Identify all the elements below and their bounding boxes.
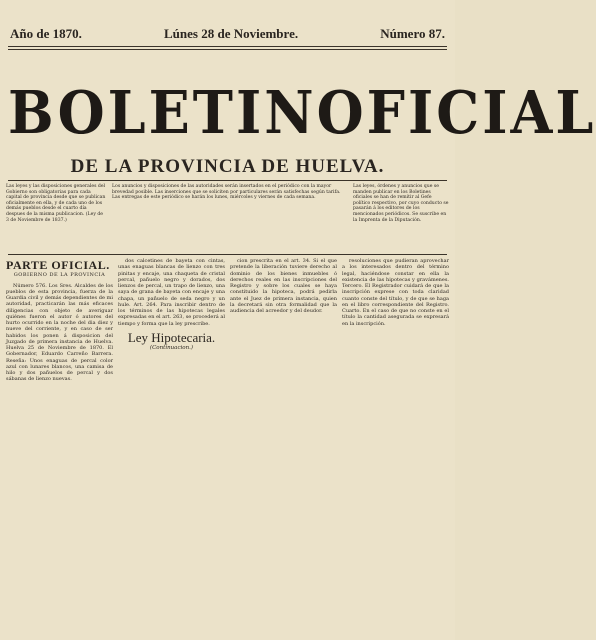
notice-left: Las leyes y las disposiciones generales del Gobierno son obligatorias para cada capital de provincia desde que se publican oficialmente en ella, y de cada uno de los demás pueblos desde el cuarto día despues de la misma publicacion. (Ley de 3 de Noviembre de 1837.): [6, 184, 106, 223]
top-rule-2: [8, 49, 447, 50]
issue-line: [10, 26, 445, 42]
column-4: [342, 258, 449, 634]
column-1-text: Número 576. Los Sres. Alcaldes de los pueblos de esta provincia, fuerza de la Guardia civil y demás dependientes de mi autoridad, practicarán las más eficaces diligencias con objeto de averiguar quiénes fueron el autor ó autores del hurto ocurrido en la noche del dia diez y nueve del corriente, y en caso de ser habidos los ponen á disposicion del Juzgado de primera instancia de Huelva. Huelva 25 de Noviembre de 1870. El Gobernador, Eduardo Carreño Barrera. Reseña: Unos enaguas de percal color azul con lunares blancos, una camisa de hilo y dos pañuelos de percal y dos sábanas de lienzo nuevas.: [6, 282, 113, 383]
masthead-subtitle: DE LA PROVINCIA DE HUELVA.: [70, 156, 385, 177]
notices-rule: [8, 254, 447, 255]
column-3: [230, 258, 337, 634]
column-4-text: resoluciones que pudieran aprovechar a los interesados dentro del término legal, haciéndose constar en ella la existencia de las hipotecas y gravámenes. Tercero. El Registrador cuidará de que la inscripción exprese con toda claridad cuanto conste del título, y de que se haga en el libro correspondiente del Registro. Cuarto. En el caso de que no conste en el título la cantidad asegurada se expresará en la inscripción.: [342, 258, 449, 327]
column-2-text-a: dos calcetines de bayeta con cintas, unas enaguas blancas de lienzo con tres pinitas y encaje, una chaqueta de cristal percal, pañuelo negro y dorados, dos lienzos de percal, un trapo de lienzo, una saya de grana de bayeta con encaje y una chapa, un pañuelo de seda negro y un hule. Art. 264. Para inscribir dentro de los términos de las hipotecas legales expresadas en el art. 263, se procederá al tiempo y forma que la ley prescribe.: [118, 258, 225, 327]
issue-date: Lúnes 28 de Noviembre.: [164, 26, 299, 41]
top-rule: [8, 46, 447, 47]
notice-right: Las leyes, órdenes y anuncios que se manden publicar en los Boletines oficiales se han de remitir al Gefe político respectivo, por cuyo conducto se pasarán á los editores de los mencionados periódicos. Se suscribe en la Imprenta de la Diputación.: [353, 184, 449, 223]
column-3-text: cion prescrita en el art. 34. Si el que pretende la liberación tuviere derecho al dominio de los bienes inmuebles ó derechos reales en las inscripciones del Registro y sobre los cuales se haya constituido la hipoteca, podrá pedirla ante el Juez de primera instancia, quien la decretará sin otra formalidad que la audiencia del acreedor y del deudor.: [230, 258, 337, 314]
section-heading-parte-oficial: PARTE OFICIAL.: [6, 258, 110, 272]
article-columns: [6, 258, 449, 634]
notice-center: Los anuncios y disposiciones de las autoridades serán insertados en el periódico con la mayor brevedad posible. Las inserciones que se soliciten por particulares serán satisfechas según tarifa. Las entregas de este periódico se harán los lunes, miércoles y viernes de cada semana.: [112, 184, 341, 201]
continuacion-label: (Continuacion.): [149, 345, 194, 351]
masthead: [8, 72, 596, 152]
column-2: [118, 258, 225, 634]
subtitle-rule: [8, 180, 447, 181]
section-subheading-gobierno: GOBIERNO DE LA PROVINCIA: [13, 272, 106, 279]
column-1: [6, 258, 113, 634]
issue-number: Número 87.: [380, 26, 445, 41]
masthead-word-oficial: OFICIAL: [316, 76, 596, 148]
ley-hipotecaria-heading: Ley Hipotecaria.: [127, 329, 216, 345]
issue-year: Año de 1870.: [10, 26, 82, 41]
masthead-word-boletin: BOLETIN: [8, 76, 317, 148]
notices-band: [6, 184, 449, 252]
